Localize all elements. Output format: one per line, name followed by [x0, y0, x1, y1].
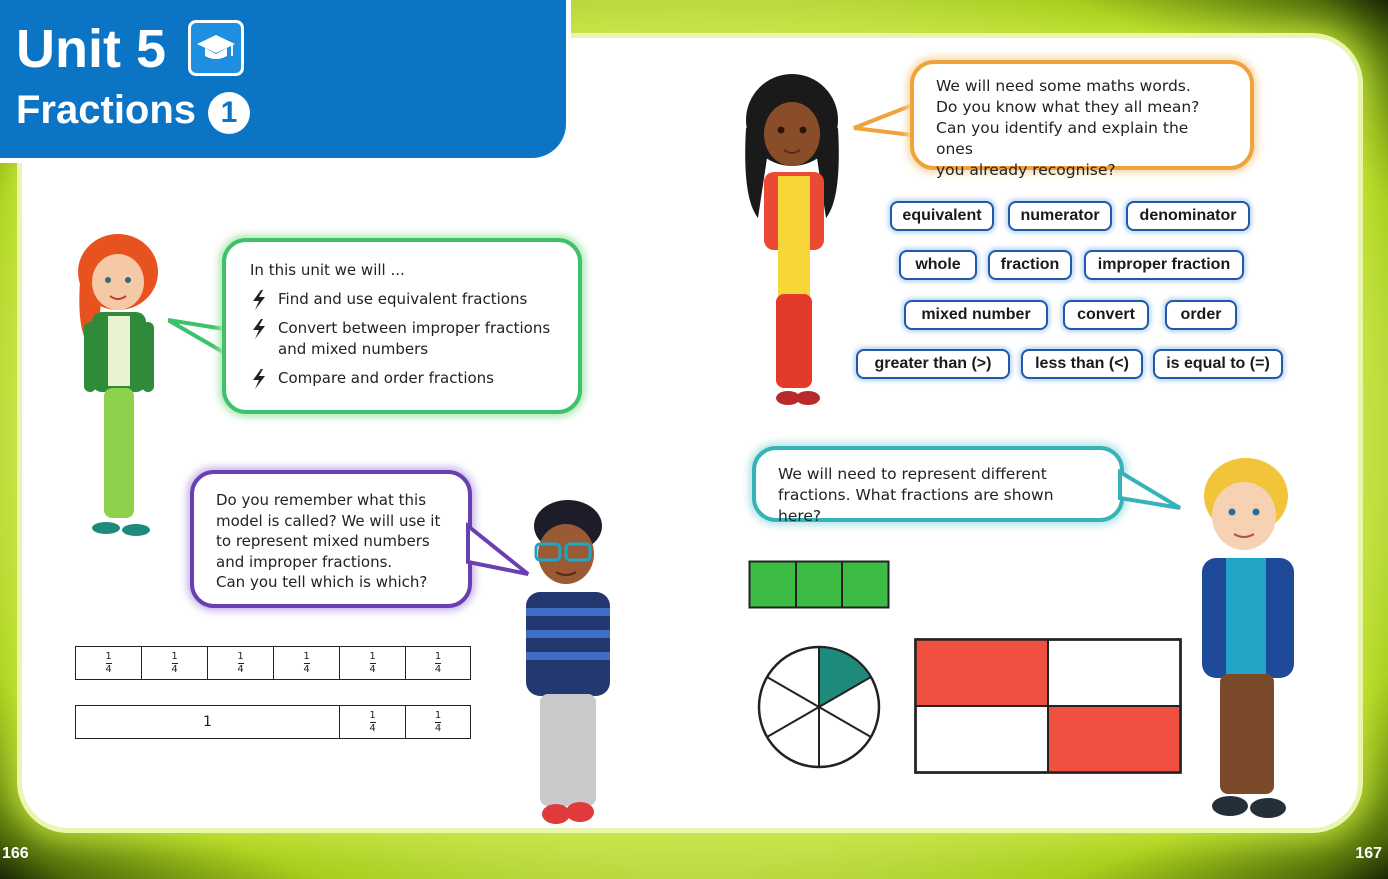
bar-cell: $\frac{1}{4}$ — [340, 706, 406, 738]
rectangle-quarters-shape — [914, 638, 1182, 774]
goal-text: Find and use equivalent fractions — [278, 290, 528, 308]
vocab-chip: is equal to (=) — [1153, 349, 1283, 379]
page-number-left: 166 — [2, 845, 29, 862]
bar-model-mixed — [75, 705, 471, 739]
bubble-line: Do you remember what this — [216, 491, 427, 509]
circle-sixths-shape — [756, 644, 882, 770]
bar-cell: $\frac{1}{4}$ — [76, 647, 142, 679]
vocab-chip: whole — [899, 250, 977, 280]
vocab-chip: order — [1165, 300, 1237, 330]
girl-red-hair-illustration — [56, 232, 174, 538]
vocab-chip: greater than (>) — [856, 349, 1010, 379]
maths-words-bubble — [910, 60, 1254, 179]
bar-cell: $\frac{1}{4}$ — [434, 650, 442, 675]
bar-cell-whole: 1 — [76, 706, 340, 738]
part-number-badge: 1 — [208, 92, 250, 134]
graduation-cap-icon — [188, 20, 244, 76]
goal-text-continued: and mixed numbers — [278, 340, 429, 358]
bubble-line: Can you tell which is which? — [216, 573, 428, 591]
vocab-chip: mixed number — [904, 300, 1048, 330]
goal-item — [250, 318, 554, 360]
bubble-line: We will need some maths words. — [936, 77, 1191, 95]
bar-cell: $\frac{1}{4}$ — [274, 647, 340, 679]
vocab-chip: improper fraction — [1084, 250, 1244, 280]
lightning-bolt-icon — [250, 319, 268, 339]
vocab-chip: denominator — [1126, 201, 1250, 231]
girl-curly-hair-illustration — [736, 68, 848, 410]
bubble-line: you already recognise? — [936, 161, 1116, 179]
bar-cell: $\frac{1}{4}$ — [434, 709, 442, 734]
bubble-line: Can you identify and explain the ones — [936, 119, 1189, 158]
bar-model-question-bubble — [190, 470, 472, 608]
vocab-chip: fraction — [988, 250, 1072, 280]
bubble-pointer — [1118, 468, 1182, 512]
page-number-right: 167 — [1355, 845, 1382, 862]
bar-model-quarters — [75, 646, 471, 680]
bar-cell: $\frac{1}{4}$ — [142, 647, 208, 679]
boy-glasses-illustration — [516, 496, 620, 836]
goal-item — [250, 368, 554, 389]
lightning-bolt-icon — [250, 369, 268, 389]
vocab-chip: less than (<) — [1021, 349, 1143, 379]
vocab-chip: convert — [1063, 300, 1149, 330]
goals-intro: In this unit we will ... — [250, 261, 405, 279]
unit-goals-bubble — [222, 238, 582, 414]
boy-blond-illustration — [1186, 454, 1306, 834]
bubble-line: Do you know what they all mean? — [936, 98, 1200, 116]
vocab-chip: numerator — [1008, 201, 1112, 231]
goal-text: Convert between improper fractions — [278, 319, 551, 337]
unit-number: Unit 5 — [16, 19, 167, 79]
bar-cell: $\frac{1}{4}$ — [208, 647, 274, 679]
represent-fractions-bubble — [752, 446, 1124, 525]
bar-cell: $\frac{1}{4}$ — [340, 647, 406, 679]
vocab-chip: equivalent — [890, 201, 994, 231]
bubble-line: model is called? We will use it — [216, 511, 441, 530]
goal-text: Compare and order fractions — [278, 369, 494, 387]
goal-item — [250, 289, 554, 310]
bubble-line: to represent mixed numbers — [216, 532, 430, 550]
unit-title-banner — [0, 0, 566, 158]
rectangle-thirds-shape — [748, 560, 890, 610]
bubble-line: We will need to represent different — [778, 465, 1047, 483]
bubble-line: fractions. What fractions are shown here? — [778, 486, 1054, 525]
bubble-line: and improper fractions. — [216, 552, 393, 571]
unit-title: Fractions — [16, 88, 197, 132]
lightning-bolt-icon — [250, 290, 268, 310]
